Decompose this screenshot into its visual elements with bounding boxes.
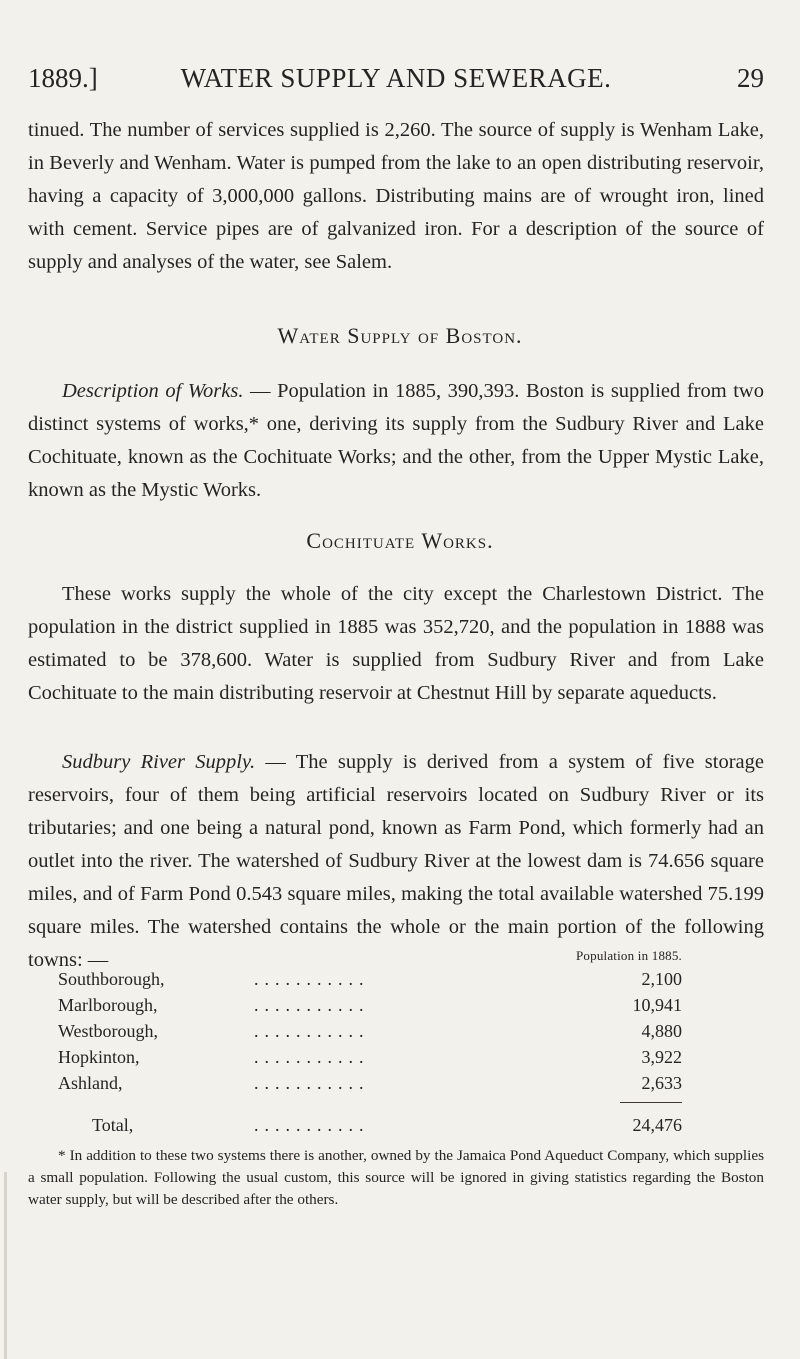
page-number: 29: [737, 63, 764, 93]
population-value: 4,880: [641, 1021, 682, 1041]
town-name: Southborough,: [58, 969, 165, 989]
sudbury-text: — The supply is derived from a system of five storage reservoirs, four of them being artificial reservoirs located on Sudbury River or its tributaries; and one being a natural pond, known as Farm Pond, which formerly had an outlet into the river. The watershed of Sudbury River at the lowest dam is 74.656 square miles, and of Farm Pond 0.543 square miles, making the total available watershed 75.199 square miles. The watershed contains the whole or the main portion of the following towns: —: [28, 751, 765, 971]
description-lead: Description of Works.: [62, 380, 244, 402]
table-row: [58, 1070, 682, 1096]
dot-leader: ...........: [254, 995, 370, 1015]
footnote: * In addition to these two systems there is another, owned by the Jamaica Pond Aqueduct Company, which supplies a small population. Following the usual custom, this source will be ignored in giving statistics regarding the Boston water supply, but will be described after the others.: [28, 1147, 764, 1208]
population-column-header: Population in 1885.: [576, 948, 682, 963]
section-heading-boston: Water Supply of Boston.: [277, 323, 523, 348]
population-value: 2,100: [641, 969, 682, 989]
table-row: [58, 1018, 682, 1044]
running-header: [28, 58, 764, 98]
sudbury-paragraph: [28, 746, 764, 977]
binding-margin-shadow: [4, 1172, 7, 1359]
table-row: [58, 992, 682, 1018]
dot-leader: ...........: [254, 1073, 370, 1093]
dot-leader: ...........: [254, 1115, 370, 1135]
town-name: Ashland,: [58, 1073, 123, 1093]
total-label: Total,: [92, 1115, 134, 1135]
cochituate-paragraph: These works supply the whole of the city except the Charlestown District. The population in the district supplied in 1885 was 352,720, and the population in 1888 was estimated to be 378,600. Water is supplied from Sudbury River and from Lake Cochituate to the main distributing reservoir at Chestnut Hill by separate aqueducts.: [28, 583, 764, 704]
table-row: [58, 966, 682, 992]
dot-leader: ...........: [254, 1047, 370, 1067]
total-value: 24,476: [632, 1115, 682, 1135]
sudbury-lead: Sudbury River Supply.: [62, 751, 256, 773]
table-total-row: [58, 1112, 682, 1138]
dot-leader: ...........: [254, 969, 370, 989]
section-heading-cochituate: Cochituate Works.: [306, 528, 494, 553]
dot-leader: ...........: [254, 1021, 370, 1041]
town-name: Westborough,: [58, 1021, 159, 1041]
population-value: 10,941: [632, 995, 682, 1015]
town-name: Hopkinton,: [58, 1047, 140, 1067]
header-year: 1889.]: [28, 63, 98, 93]
population-value: 2,633: [641, 1073, 682, 1093]
town-name: Marlborough,: [58, 995, 158, 1015]
table-row: [58, 1044, 682, 1070]
description-text: — Population in 1885, 390,393. Boston is supplied from two distinct systems of works,* one, deriving its supply from the Sudbury River and Lake Cochituate, known as the Cochituate Works; and the other, from the Upper Mystic Lake, known as the Mystic Works.: [28, 380, 764, 501]
header-title: WATER SUPPLY AND SEWERAGE.: [180, 63, 612, 93]
total-rule: [620, 1102, 682, 1103]
description-paragraph: [28, 375, 764, 507]
population-value: 3,922: [641, 1047, 682, 1067]
continued-paragraph: tinued. The number of services supplied is 2,260. The source of supply is Wenham Lake, in Beverly and Wenham. Water is pumped from the lake to an open distributing reservoir, having a capacity of 3,000,000 gallons. Distributing mains are of wrought iron, lined with cement. Service pipes are of galvanized iron. For a description of the source of supply and analyses of the water, see Salem.: [28, 119, 764, 273]
